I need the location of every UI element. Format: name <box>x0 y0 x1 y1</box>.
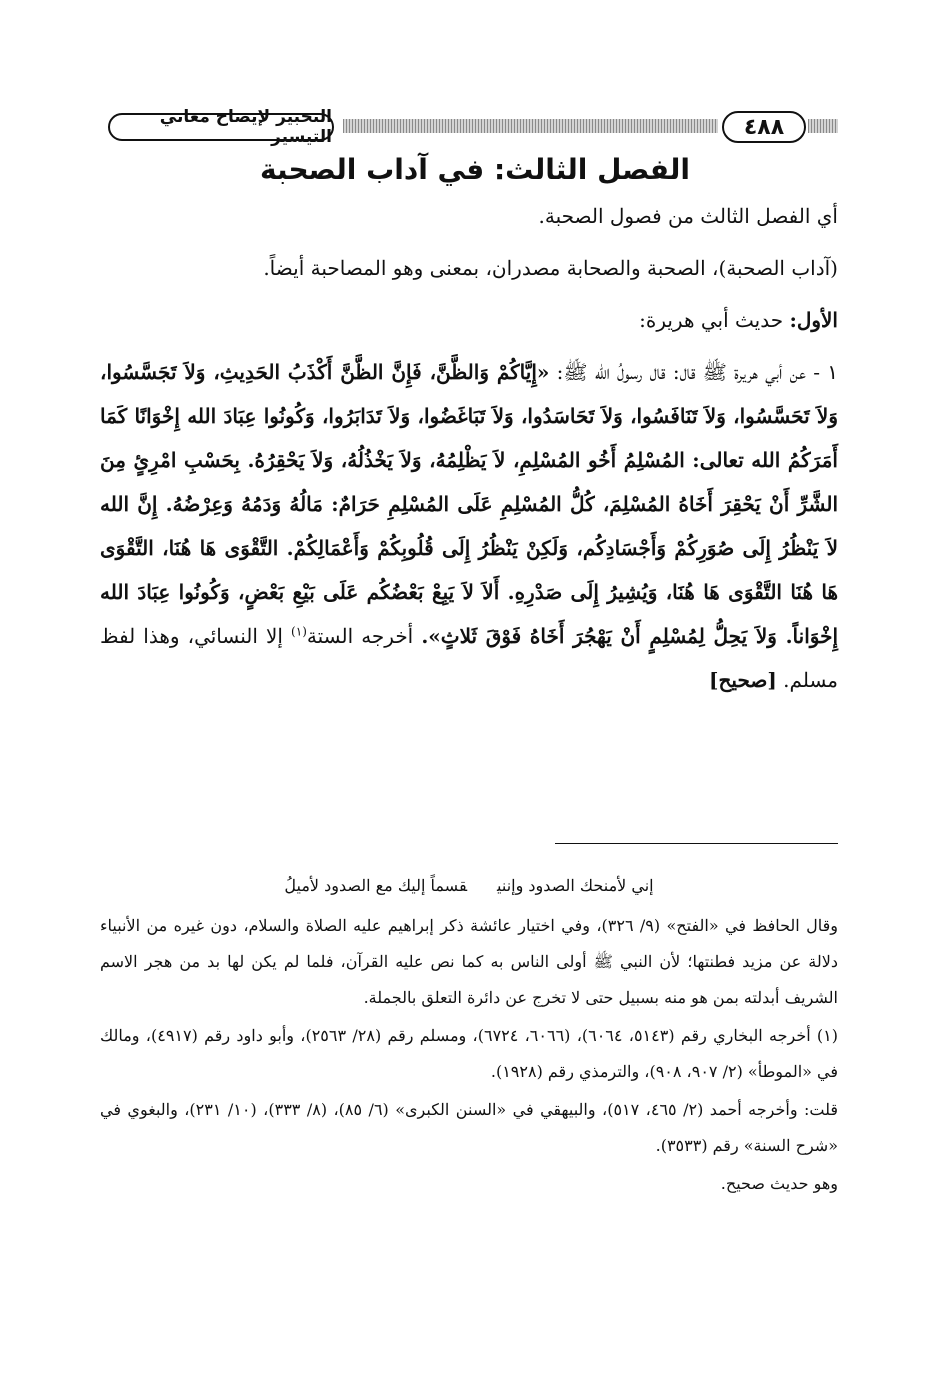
main-text <box>100 194 838 702</box>
first-label: الأول: <box>789 308 838 332</box>
verse-second-hemistich: قسماً إليك مع الصدود لأميلُ <box>284 876 468 895</box>
header-ornament-rule-right <box>808 119 838 133</box>
first-text: حديث أبي هريرة: <box>639 308 790 332</box>
header-ornament-rule <box>343 119 718 133</box>
footnotes <box>100 868 838 1204</box>
running-header <box>108 107 838 147</box>
verse-first-hemistich: إني لأمنحك الصدود وإنني <box>497 876 654 895</box>
footnote-1-addendum: قلت: وأخرجه أحمد (٢/ ٤٦٥، ٥١٧)، والبيهقي في «السنن الكبرى» (٦/ ٨٥)، (٨/ ٣٣٣)، (١٠/ ٢٣١)، والبغوي في «شرح السنة» رقم (٣٥٣٣). <box>100 1100 839 1155</box>
hadith-intro: ١ - عن أبي هريرة ﷺ قال: قال رسولُ الله ﷺ: <box>549 360 838 384</box>
hadith-source: أخرجه الستة <box>306 624 422 648</box>
book-title: التحبير لإيضاح معاني التيسير <box>108 113 334 141</box>
chapter-title: الفصل الثالث: في آداب الصحبة <box>260 153 690 186</box>
footnote-1: (١) أخرجه البخاري رقم (٥١٤٣، ٦٠٦٤)، (٦٠٦٦، ٦٧٢٤)، ومسلم رقم (٢٨/ ٢٥٦٣)، وأبو داود رقم (٤٩١٧)، ومالك في «الموطأ» (٢/ ٩٠٧، ٩٠٨)، والترمذي رقم (١٩٢٨). <box>100 1026 839 1081</box>
hadith-text: «إِيَّاكُمْ وَالظَّنَّ، فَإِنَّ الظَّنَّ أَكْذَبُ الحَدِيثِ، وَلاَ تَجَسَّسُوا، وَلاَ تَحَسَّسُوا، وَلاَ تَنَافَسُوا، وَلاَ تَحَاسَدُوا، وَلاَ تَبَاغَضُوا، وَلاَ تَدَابَرُوا، وَكُونُوا عِبَادَ الله إِخْوَانًا كَمَا أَمَرَكُمُ الله تعالى: المُسْلِمُ أَخُو المُسْلِمِ، لاَ يَظْلِمُهُ، وَلاَ يَخْذُلُهُ، وَلاَ يَحْقِرُهُ. بِحَسْبِ امْرِئٍ مِنَ الشَّرِّ أَنْ يَحْقِرَ أَخَاهُ المُسْلِمَ، كُلُّ المُسْلِمِ عَلَى المُسْلِمِ حَرَامٌ: مَالُهُ وَدَمُهُ وَعِرْضُهُ. إِنَّ الله لاَ يَنْظُرُ إِلَى صُوَرِكُمْ وَأَجْسَادِكُم، وَلَكِنْ يَنْظُرُ إِلَى قُلُوبِكُمْ وَأَعْمَالِكُمْ. التَّقْوَى هَا هُنَا، التَّقْوَى هَا هُنَا التَّقْوَى هَا هُنَا، وَيُشِيرُ إِلَى صَدْرِهِ. أَلاَ لاَ يَبِعْ بَعْضُكُم عَلَى بَيْعِ بَعْضٍ، وَكُونُوا عِبَادَ الله إِخْوَاناً. وَلاَ يَحِلُّ لِمُسْلِمٍ أَنْ يَهْجُرَ أَخَاهُ فَوْقَ ثَلاثٍ». <box>100 360 838 648</box>
paragraph-1: أي الفصل الثالث من فصول الصحبة. <box>538 204 838 228</box>
page-number: ٤٨٨ <box>722 111 806 143</box>
footnote-continuation: وقال الحافظ في «الفتح» (٩/ ٣٢٦)، وفي اختيار عائشة ذكر إبراهيم عليه الصلاة والسلام، دون غيره من الأنبياء دلالة عن مزيد فطنتها؛ لأن النبي ﷺ أولى الناس به كما نص عليه القرآن، فلما لم يكن لها بد من هجر الاسم الشريف أبدلته بمن هو منه بسبيل حتى لا تخرج عن دائرة التعلق بالجملة. <box>100 916 838 1007</box>
poetry-verse <box>100 868 838 904</box>
footnote-marker[interactable]: (١) <box>291 624 307 639</box>
footnote-1-grade: وهو حديث صحيح. <box>720 1174 838 1193</box>
hadith-paragraph <box>100 350 838 702</box>
paragraph-2: (آداب الصحبة)، الصحبة والصحابة مصدران، بمعنى وهو المصاحبة أيضاً. <box>263 256 838 280</box>
paragraph-3 <box>100 298 838 342</box>
footnote-separator <box>555 843 838 844</box>
hadith-source-tail: إلا النسائي، وهذا لفظ مسلم. <box>100 624 838 692</box>
hadith-grade: [صحيح] <box>709 668 777 692</box>
